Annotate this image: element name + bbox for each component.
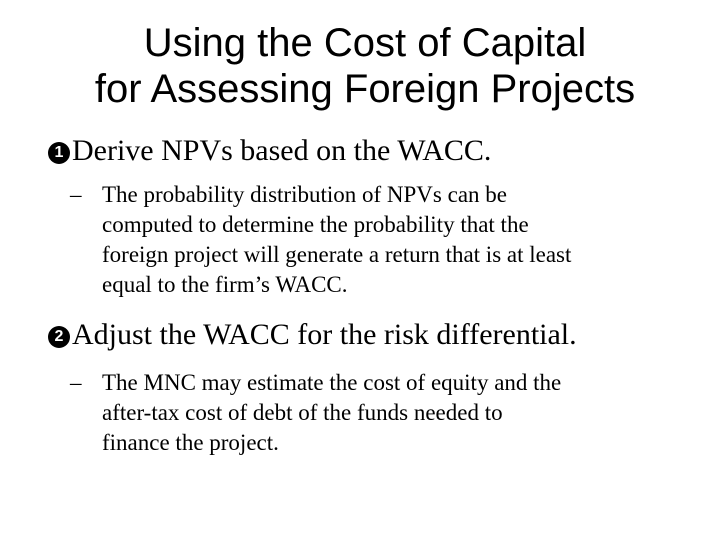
slide-title-line-1: Using the Cost of Capital	[143, 21, 587, 65]
sub-bullet-2-line-3: finance the project.	[102, 430, 279, 455]
sub-bullet-2	[70, 368, 690, 458]
sub-bullet-1-line-3: foreign project will generate a return that is at least	[102, 242, 572, 267]
numbered-circle-1-icon: 1	[48, 142, 70, 164]
sub-bullet-1-line-4: equal to the firm’s WACC.	[102, 272, 348, 297]
bullet-2-text: Adjust the WACC for the risk differential.	[72, 318, 577, 351]
slide-title-line-2: for Assessing Foreign Projects	[94, 67, 636, 111]
sub-bullet-2-text	[102, 368, 690, 458]
dash-marker: –	[70, 182, 82, 207]
dash-marker: –	[70, 370, 82, 395]
sub-bullet-2-line-1: The MNC may estimate the cost of equity and the	[102, 370, 562, 395]
sub-bullet-1-line-1: The probability distribution of NPVs can be	[102, 182, 507, 207]
sub-bullet-1-text	[102, 180, 690, 300]
bullet-2	[48, 318, 577, 352]
sub-bullet-2-line-2: after-tax cost of debt of the funds needed to	[102, 400, 503, 425]
sub-bullet-1	[70, 180, 690, 300]
bullet-1-text: Derive NPVs based on the WACC.	[72, 134, 492, 167]
numbered-circle-2-icon: 2	[48, 326, 70, 348]
bullet-1	[48, 134, 491, 168]
slide-title	[40, 20, 690, 112]
sub-bullet-1-line-2: computed to determine the probability that the	[102, 212, 529, 237]
